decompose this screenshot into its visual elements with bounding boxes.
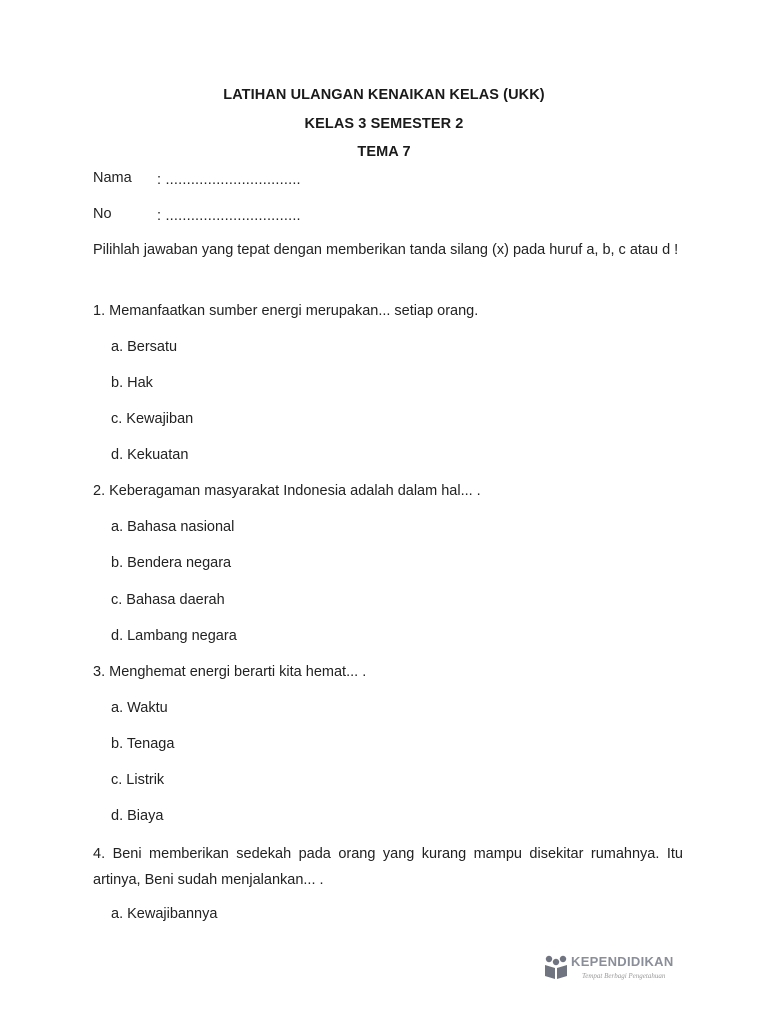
- question-2: 2. Keberagaman masyarakat Indonesia adalah dalam hal... .: [93, 483, 481, 499]
- question-4: 4. Beni memberikan sedekah pada orang yang kurang mampu disekitar rumahnya. Itu artinya, Beni sudah menjalankan... .: [93, 846, 683, 888]
- name-label: Nama: [93, 170, 132, 186]
- instructions: Pilihlah jawaban yang tepat dengan memberikan tanda silang (x) pada huruf a, b, c atau d !: [93, 242, 679, 258]
- question-3-option-d: d. Biaya: [111, 808, 164, 824]
- question-3: 3. Menghemat energi berarti kita hemat... .: [93, 664, 367, 680]
- question-1-option-d: d. Kekuatan: [111, 447, 189, 463]
- question-2-option-c: c. Bahasa daerah: [111, 592, 225, 608]
- document-subtitle: KELAS 3 SEMESTER 2: [304, 116, 464, 132]
- number-label: No: [93, 206, 112, 222]
- question-1-option-a: a. Bersatu: [111, 339, 178, 355]
- question-1-option-c: c. Kewajiban: [111, 411, 194, 427]
- question-2-option-a: a. Bahasa nasional: [111, 519, 235, 535]
- question-2-option-d: d. Lambang negara: [111, 628, 237, 644]
- document-theme: TEMA 7: [357, 144, 411, 160]
- question-2-option-b: b. Bendera negara: [111, 555, 232, 571]
- kependidikan-logo: [544, 952, 684, 986]
- number-blank: : ................................: [157, 208, 301, 224]
- name-blank: : ................................: [157, 172, 301, 188]
- logo-tagline: Tempat Berbagi Pengetahuan: [582, 972, 666, 980]
- question-3-option-b: b. Tenaga: [111, 736, 175, 752]
- question-3-option-a: a. Waktu: [111, 700, 168, 716]
- document-title: LATIHAN ULANGAN KENAIKAN KELAS (UKK): [223, 87, 545, 103]
- question-3-option-c: c. Listrik: [111, 772, 165, 788]
- question-1-option-b: b. Hak: [111, 375, 153, 391]
- logo-name: KEPENDIDIKAN: [571, 954, 674, 969]
- question-1: 1. Memanfaatkan sumber energi merupakan... setiap orang.: [93, 303, 479, 319]
- question-4-option-a: a. Kewajibannya: [111, 906, 218, 922]
- book-people-icon: [544, 954, 568, 980]
